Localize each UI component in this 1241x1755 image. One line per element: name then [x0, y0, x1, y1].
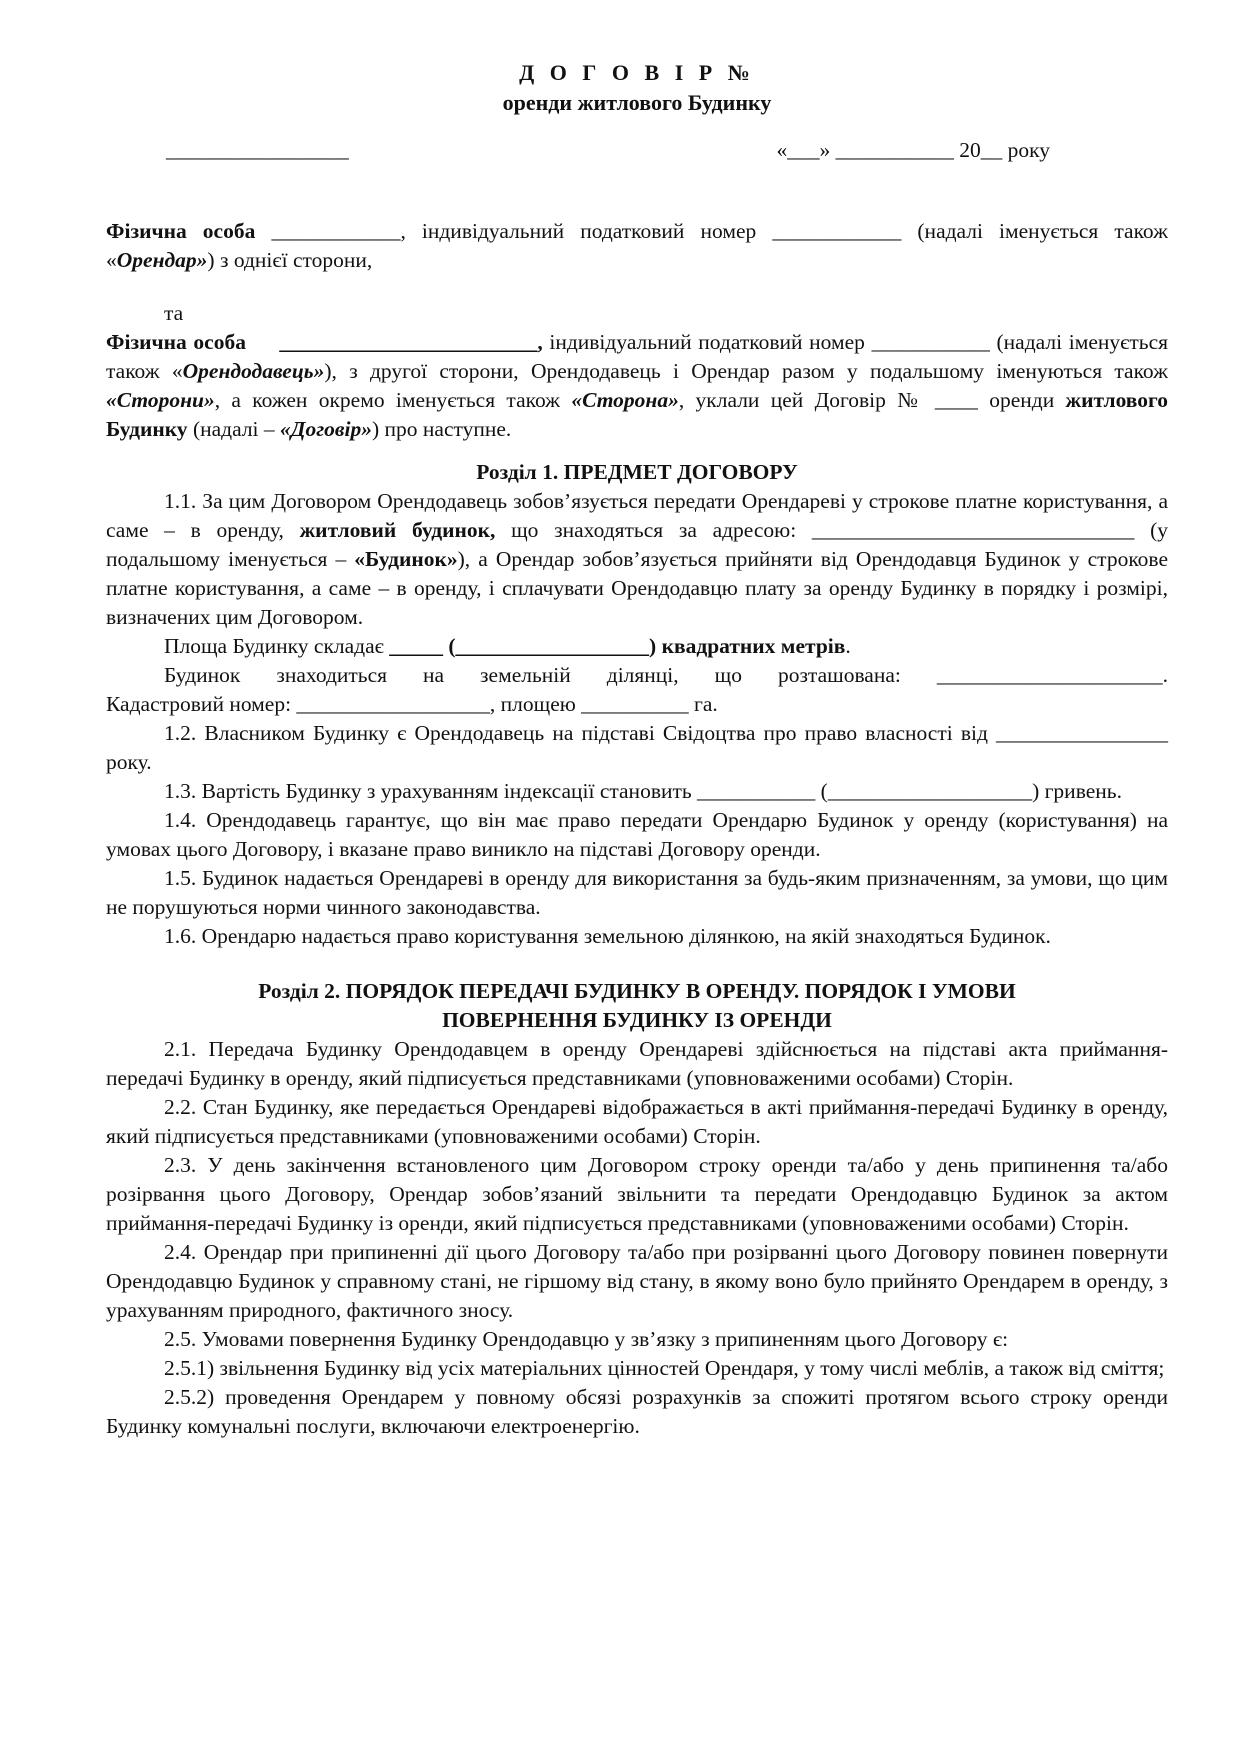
clause-2-4: 2.4. Орендар при припиненні дії цього Договору та/або при розірванні цього Договору повинен повернути Орендодавцю Будинок у справному стані, не гіршому від стану, в якому воно було прийнято Орендарем в оренду, з урахуванням природного, фактичного зносу.: [106, 1240, 1168, 1322]
area-text: Площа Будинку складає: [164, 634, 390, 658]
document-title: Д О Г О В І Р №: [519, 60, 755, 85]
party-2-text-3: , а кожен окремо іменується також: [214, 388, 572, 412]
date-line: «___» ___________ 20__ року: [776, 138, 1050, 162]
section-1-heading: Розділ 1. ПРЕДМЕТ ДОГОВОРУ: [476, 460, 798, 484]
clause-2-5-2: 2.5.2) проведення Орендарем у повному обсязі розрахунків за спожиті протягом всього строку оренди Будинку комунальні послуги, включаючи електроенергію.: [106, 1385, 1168, 1438]
clause-2-5-1: 2.5.1) звільнення Будинку від усіх матеріальних цінностей Орендаря, у тому числі меблів, а також від сміття;: [164, 1356, 1165, 1380]
document-page: [106, 58, 1168, 1441]
document-subtitle: оренди житлового Будинку: [502, 90, 772, 115]
clause-1-5: 1.5. Будинок надається Орендареві в оренду для використання за будь-яким призначенням, за умови, що цим не порушуються норми чинного законодавства.: [106, 866, 1168, 919]
party-2-contract: «Договір»: [280, 417, 372, 441]
clause-1-1-text-e: ), а Орендар зобов’язується прийняти від Орендодавця Будинок у строкове платне користування, а саме – в оренду, і сплачувати Орендодавцю плату за оренду Будинку в порядку і розмірі, визначених цим Договором.: [106, 547, 1168, 629]
clause-1-1: [106, 487, 1168, 632]
section-2-heading-line-1: Розділ 2. ПОРЯДОК ПЕРЕДАЧІ БУДИНКУ В ОРЕНДУ. ПОРЯДОК І УМОВИ: [258, 979, 1016, 1003]
area-value: _____ (__________________) квадратних метрів: [389, 634, 846, 658]
clause-2-5: 2.5. Умовами повернення Будинку Орендодавцю у зв’язку з припиненням цього Договору є:: [164, 1327, 1009, 1351]
clause-2-2: 2.2. Стан Будинку, яке передається Орендареві відображається в акті приймання-передачі Будинку в оренду, який підписується представниками (уповноваженими особами) Сторін.: [106, 1095, 1168, 1148]
clause-1-6: 1.6. Орендарю надається право користування земельною ділянкою, на якій знаходяться Будинок.: [164, 924, 1051, 948]
party-1-paragraph: [106, 217, 1168, 275]
clause-2-3: 2.3. У день закінчення встановленого цим Договором строку оренди та/або у день припинення та/або розірвання цього Договору, Орендар зобов’язаний звільнити та передати Орендодавцю Будинок за актом приймання-передачі Будинку із оренди, який підписується представниками (уповноваженими особами) Сторін.: [106, 1153, 1168, 1235]
clause-2-1: 2.1. Передача Будинку Орендодавцем в оренду Орендареві здійснюється на підставі акта приймання-передачі Будинку в оренду, який підписується представниками (уповноваженими особами) Сторін.: [106, 1037, 1168, 1090]
clause-1-4: 1.4. Орендодавець гарантує, що він має право передати Орендарю Будинок у оренду (користування) на умовах цього Договору, і вказане право виникло на підставі Договору оренди.: [106, 808, 1168, 861]
party-1-role: Орендар»: [116, 248, 208, 272]
land-line-2: Кадастровий номер: __________________, площею __________ га.: [106, 692, 718, 716]
party-2-side: «Сторона»: [571, 388, 679, 412]
clause-1-1-house: житловий будинок,: [299, 518, 496, 542]
party-2-sides: «Сторони»: [106, 388, 215, 412]
party-2-text-2: ), з другої сторони, Орендодавець і Орендар разом у подальшому іменуються також: [324, 359, 1168, 383]
land-line-1: Будинок знаходиться на земельній ділянці, що розташована: _____________________.: [164, 663, 1168, 687]
party-2-role: Орендодавець»: [182, 359, 325, 383]
party-2-paragraph: [106, 328, 1168, 444]
party-2-text-6: ) про наступне.: [371, 417, 512, 441]
area-end: .: [845, 634, 851, 658]
party-2-house: житлового Будинку: [106, 388, 1168, 441]
and-word: та: [164, 301, 184, 325]
party-1-label: Фізична особа: [106, 219, 256, 243]
party-1-text: ____________, індивідуальний податковий номер ____________ (надалі іменується також «: [106, 219, 1168, 272]
party-2-name: ________________________,: [279, 330, 543, 354]
clause-1-1-house-term: «Будинок»: [354, 547, 458, 571]
party-1-tail: ) з однієї сторони,: [207, 248, 373, 272]
clause-1-1-text-a: 1.1. За цим Договором Орендодавець зобов’язується передати Орендареві у строкове платне користування, а саме – в оренду,: [106, 489, 1168, 542]
place-blank: _________________: [166, 138, 349, 162]
party-2-text-4: , уклали цей Договір № ____ оренди: [678, 388, 1066, 412]
area-paragraph: [106, 632, 1168, 661]
party-2-label: Фізична особа: [106, 330, 246, 354]
clause-1-3: 1.3. Вартість Будинку з урахуванням індексації становить ___________ (___________________) гривень.: [164, 779, 1122, 803]
party-2-text-1: індивідуальний податковий номер ___________ (надалі іменується також «: [106, 330, 1168, 383]
place-date-row: [106, 136, 1168, 165]
clause-1-1-text-c: що знаходяться за адресою: ______________________________ (у подальшому іменується –: [106, 518, 1168, 571]
clause-1-2: 1.2. Власником Будинку є Орендодавець на підставі Свідоцтва про право власності від ________________ року.: [106, 721, 1168, 774]
party-2-text-5: (надалі –: [187, 417, 281, 441]
section-2-heading-line-2: ПОВЕРНЕННЯ БУДИНКУ ІЗ ОРЕНДИ: [442, 1008, 832, 1032]
